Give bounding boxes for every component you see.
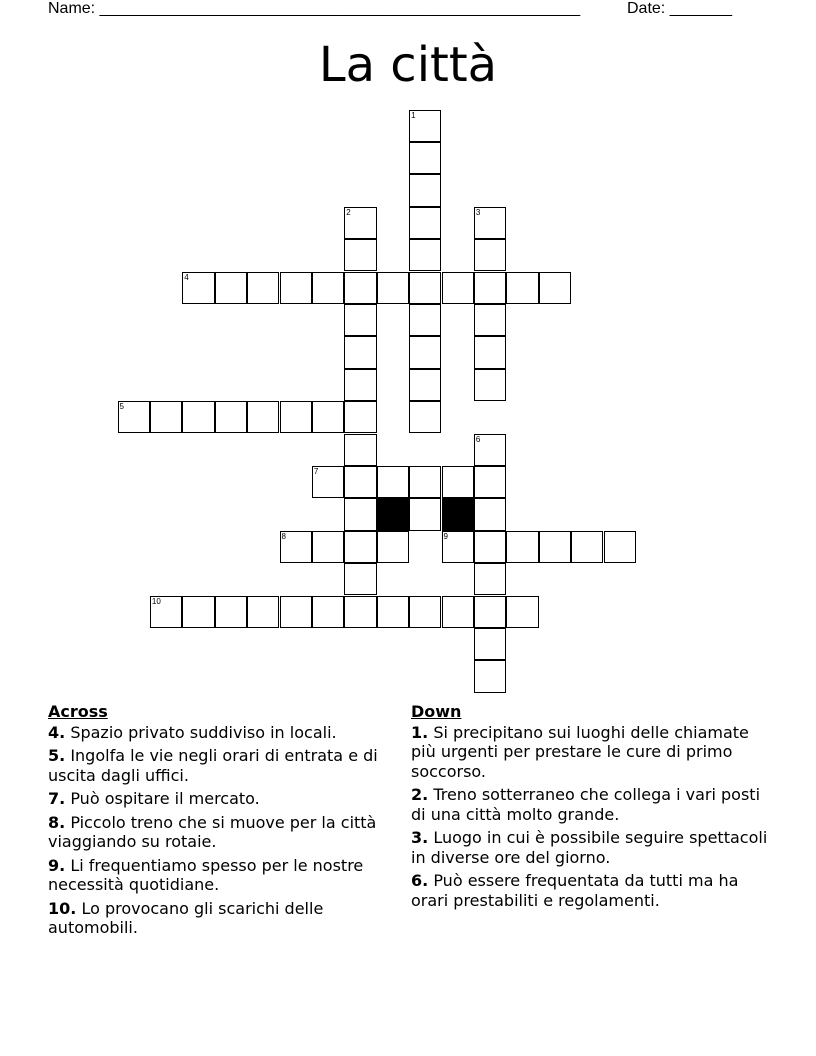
grid-cell[interactable] (409, 110, 441, 142)
grid-cell[interactable] (409, 142, 441, 174)
grid-cell[interactable] (312, 272, 344, 304)
grid-cell[interactable] (474, 207, 506, 239)
clue-number: 7 (313, 466, 319, 476)
grid-cell[interactable] (344, 563, 376, 595)
clue-down-2: 2. Treno sotterraneo che collega i vari posti di una città molto grande. (411, 785, 761, 824)
grid-cell[interactable] (344, 304, 376, 336)
grid-cell[interactable] (409, 174, 441, 206)
grid-cell[interactable] (150, 401, 182, 433)
grid-cell[interactable] (247, 272, 279, 304)
clue-across-9: 9. Li frequentiamo spesso per le nostre necessità quotidiane. (48, 855, 364, 894)
grid-cell[interactable] (118, 401, 150, 433)
grid-cell[interactable] (409, 239, 441, 271)
grid-cell[interactable] (280, 531, 312, 563)
clue-across-10: 10. Lo provocano gli scarichi delle automobili. (48, 898, 324, 937)
grid-cell[interactable] (344, 434, 376, 466)
grid-cell[interactable] (377, 272, 409, 304)
clue-number: 1 (411, 110, 416, 120)
grid-cell[interactable] (409, 304, 441, 336)
grid-cell[interactable] (506, 531, 538, 563)
grid-cell[interactable] (409, 207, 441, 239)
down-clues (411, 702, 771, 914)
clue-number: 3 (475, 207, 481, 217)
grid-cell[interactable] (344, 596, 376, 628)
clue-across-5: 5. Ingolfa le vie negli orari di entrata e di uscita dagli uffici. (48, 746, 378, 785)
grid-cell[interactable] (280, 272, 312, 304)
grid-cell[interactable] (539, 272, 571, 304)
grid-cell[interactable] (182, 401, 214, 433)
grid-cell[interactable] (182, 272, 214, 304)
grid-cell[interactable] (215, 272, 247, 304)
grid-cell[interactable] (344, 498, 376, 530)
grid-cell[interactable] (474, 596, 506, 628)
clue-number: 10 (151, 596, 161, 606)
grid-cell[interactable] (344, 369, 376, 401)
grid-cell[interactable] (571, 531, 603, 563)
grid-cell[interactable] (474, 531, 506, 563)
grid-cell[interactable] (506, 596, 538, 628)
clue-down-6: 6. Può essere frequentata da tutti ma ha orari prestabiliti e regolamenti. (411, 871, 739, 910)
grid-cell[interactable] (344, 336, 376, 368)
grid-cell[interactable] (377, 531, 409, 563)
clue-number: 8 (281, 531, 286, 541)
grid-cell[interactable] (247, 401, 279, 433)
clue-across-4: 4. Spazio privato suddiviso in locali. (48, 722, 337, 742)
clue-down-1: 1. Si precipitano sui luoghi delle chiamate più urgenti per prestare le cure di primo soccorso. (411, 722, 749, 781)
grid-cell[interactable] (344, 272, 376, 304)
grid-cell[interactable] (182, 596, 214, 628)
clue-number: 4 (184, 272, 189, 282)
grid-cell[interactable] (474, 628, 506, 660)
down-heading: Down (411, 702, 462, 721)
grid-cell[interactable] (474, 239, 506, 271)
across-heading: Across (48, 702, 108, 721)
grid-cell[interactable] (377, 596, 409, 628)
clue-across-8: 8. Piccolo treno che si muove per la città viaggiando su rotaie. (48, 812, 377, 851)
grid-cell[interactable] (344, 207, 376, 239)
clue-across-7: 7. Può ospitare il mercato. (48, 789, 260, 808)
grid-cell[interactable] (150, 596, 182, 628)
grid-cell[interactable] (442, 272, 474, 304)
grid-cell[interactable] (409, 498, 441, 530)
grid-cell[interactable] (215, 401, 247, 433)
black-cell (442, 498, 474, 530)
grid-cell[interactable] (539, 531, 571, 563)
grid-cell[interactable] (409, 369, 441, 401)
grid-cell[interactable] (409, 401, 441, 433)
grid-cell[interactable] (409, 596, 441, 628)
grid-cell[interactable] (474, 304, 506, 336)
grid-cell[interactable] (474, 272, 506, 304)
grid-cell[interactable] (215, 596, 247, 628)
date-field-label: Date: _______ (627, 0, 732, 17)
name-field-label: Name: ______________________________________________________ (48, 0, 581, 17)
grid-cell[interactable] (442, 596, 474, 628)
grid-cell[interactable] (344, 466, 376, 498)
clue-number: 6 (475, 434, 481, 444)
grid-cell[interactable] (474, 336, 506, 368)
grid-cell[interactable] (409, 466, 441, 498)
grid-cell[interactable] (344, 531, 376, 563)
grid-cell[interactable] (442, 531, 474, 563)
grid-cell[interactable] (280, 401, 312, 433)
grid-cell[interactable] (474, 434, 506, 466)
clue-number: 5 (119, 402, 124, 412)
clue-number: 9 (443, 531, 448, 541)
grid-cell[interactable] (474, 563, 506, 595)
grid-cell[interactable] (377, 466, 409, 498)
grid-cell[interactable] (312, 466, 344, 498)
grid-cell[interactable] (442, 466, 474, 498)
across-clues (48, 702, 393, 942)
grid-cell[interactable] (409, 336, 441, 368)
grid-cell[interactable] (604, 531, 636, 563)
page-title: La città (318, 37, 498, 93)
grid-cell[interactable] (474, 660, 506, 692)
grid-cell[interactable] (312, 531, 344, 563)
grid-cell[interactable] (247, 596, 279, 628)
grid-cell[interactable] (474, 466, 506, 498)
grid-cell[interactable] (312, 401, 344, 433)
clue-number: 2 (346, 207, 351, 217)
grid-cell[interactable] (312, 596, 344, 628)
grid-cell[interactable] (344, 401, 376, 433)
clue-down-3: 3. Luogo in cui è possibile seguire spettacoli in diverse ore del giorno. (411, 828, 768, 867)
black-cell (377, 498, 409, 530)
grid-cell[interactable] (474, 498, 506, 530)
grid-cell[interactable] (474, 369, 506, 401)
grid-cell[interactable] (344, 239, 376, 271)
grid-cell[interactable] (506, 272, 538, 304)
grid-cell[interactable] (280, 596, 312, 628)
grid-cell[interactable] (409, 272, 441, 304)
